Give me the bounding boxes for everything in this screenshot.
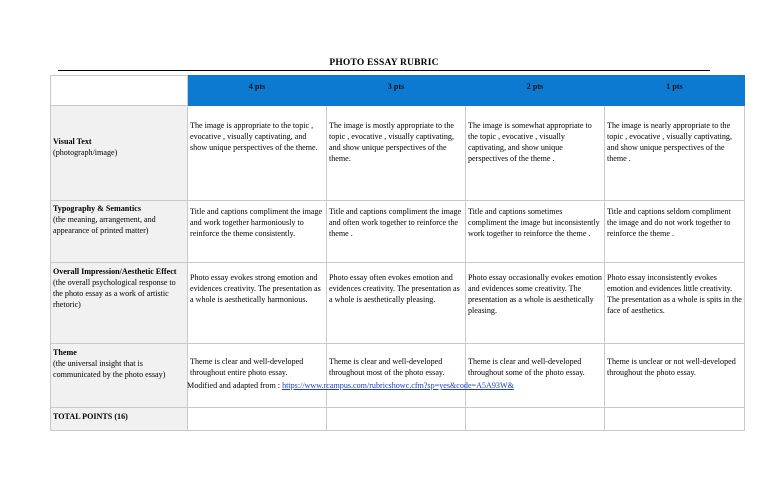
total-points-label: TOTAL POINTS (16) bbox=[51, 408, 188, 431]
header-1-pts: 1 pts bbox=[605, 76, 745, 106]
header-4-pts: 4 pts bbox=[188, 76, 327, 106]
total-row bbox=[51, 408, 745, 431]
corner-cell bbox=[51, 76, 188, 106]
score-cell: Photo essay evokes strong emotion and evidences creativity. The presentation as a whole is aesthetically harmonious. bbox=[188, 263, 327, 344]
title-rule bbox=[58, 70, 710, 71]
score-cell: The image is appropriate to the topic , evocative , visually captivating, and show unique perspectives of the theme. bbox=[188, 106, 327, 201]
table-row bbox=[51, 106, 745, 201]
total-cell bbox=[188, 408, 327, 431]
source-link[interactable]: https://www.rcampus.com/rubricshowc.cfm?sp=yes&code=A5A93W& bbox=[282, 381, 514, 390]
score-cell: Photo essay inconsistently evokes emotion and evidences little creativity. The presentation as a whole is spits in the face of aesthetics. bbox=[605, 263, 745, 344]
score-cell: The image is somewhat appropriate to the topic , evocative , visually captivating, and show unique perspectives of the theme . bbox=[466, 106, 605, 201]
footer-text: Modified and adapted from : bbox=[187, 381, 283, 390]
page-title: PHOTO ESSAY RUBRIC bbox=[329, 58, 439, 68]
criterion-cell bbox=[51, 344, 188, 408]
total-cell bbox=[466, 408, 605, 431]
score-cell: Title and captions seldom compliment the image and do not work together to reinforce the theme . bbox=[605, 201, 745, 263]
source-footer bbox=[187, 381, 514, 390]
criterion-title: Typography & Semantics bbox=[53, 204, 141, 213]
criterion-title: Overall Impression/Aesthetic Effect bbox=[53, 267, 177, 276]
table-row bbox=[51, 263, 745, 344]
table-row bbox=[51, 344, 745, 408]
criterion-cell bbox=[51, 106, 188, 201]
score-cell: Theme is unclear or not well-developed throughout the photo essay. bbox=[605, 344, 745, 408]
header-3-pts: 3 pts bbox=[327, 76, 466, 106]
table-row bbox=[51, 201, 745, 263]
score-cell: Theme is clear and well-developed throughout entire photo essay. bbox=[188, 344, 327, 408]
total-cell bbox=[327, 408, 466, 431]
score-cell: Title and captions compliment the image and work together harmoniously to reinforce the theme consistently. bbox=[188, 201, 327, 263]
criterion-description: (photograph/image) bbox=[53, 148, 118, 157]
score-cell: Theme is clear and well-developed throughout most of the photo essay. bbox=[327, 344, 466, 408]
criterion-description: (the overall psychological response to the photo essay as a work of artistic rhetoric) bbox=[53, 278, 176, 309]
criterion-description: (the meaning, arrangement, and appearance of printed matter) bbox=[53, 215, 156, 235]
score-cell: Photo essay often evokes emotion and evidences creativity. The presentation as a whole is aesthetically pleasing. bbox=[327, 263, 466, 344]
rubric-table bbox=[50, 75, 745, 431]
score-cell: Photo essay occasionally evokes emotion and evidences some creativity. The presentation as a whole is aesthetically pleasing. bbox=[466, 263, 605, 344]
header-row bbox=[51, 76, 745, 106]
header-2-pts: 2 pts bbox=[466, 76, 605, 106]
criterion-description: (the universal insight that is communicated by the photo essay) bbox=[53, 359, 166, 379]
total-cell bbox=[605, 408, 745, 431]
criterion-cell bbox=[51, 263, 188, 344]
score-cell: Theme is clear and well-developed throughout some of the photo essay. bbox=[466, 344, 605, 408]
criterion-title: Visual Text bbox=[53, 137, 92, 146]
criterion-cell bbox=[51, 201, 188, 263]
score-cell: The image is mostly appropriate to the topic , evocative , visually captivating, and show unique perspectives of the theme. bbox=[327, 106, 466, 201]
score-cell: The image is nearly appropriate to the topic , evocative , visually captivating, and show unique perspectives of the theme . bbox=[605, 106, 745, 201]
score-cell: Title and captions sometimes compliment the image but inconsistently work together to reinforce the theme . bbox=[466, 201, 605, 263]
criterion-title: Theme bbox=[53, 348, 77, 357]
score-cell: Title and captions compliment the image and often work together to reinforce the theme . bbox=[327, 201, 466, 263]
